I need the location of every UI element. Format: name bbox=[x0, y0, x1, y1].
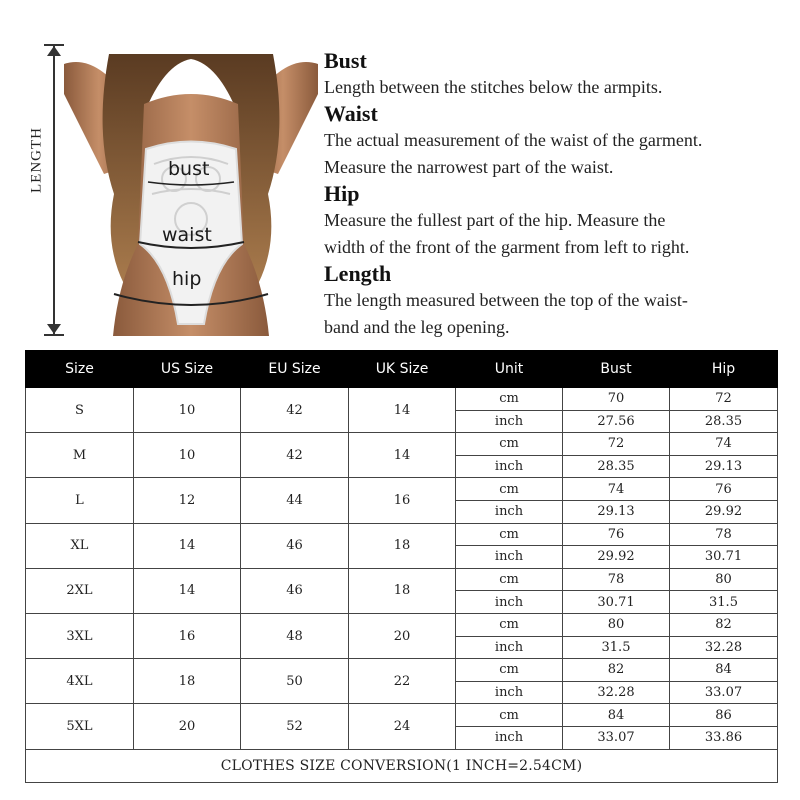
table-footer-row bbox=[26, 749, 778, 782]
unit-cell: cm bbox=[456, 433, 563, 456]
bust-cm-cell: 76 bbox=[563, 523, 670, 546]
unit-cell: inch bbox=[456, 681, 563, 704]
bust-cm-cell: 84 bbox=[563, 704, 670, 727]
bust-inch-cell: 31.5 bbox=[563, 636, 670, 659]
table-row bbox=[26, 388, 778, 411]
size-cell: S bbox=[26, 388, 134, 433]
us-size-cell: 10 bbox=[134, 433, 241, 478]
ruler-bottom-cap bbox=[44, 334, 64, 336]
hip-cm-cell: 82 bbox=[670, 613, 778, 636]
us-size-cell: 14 bbox=[134, 523, 241, 568]
bodysuit-illustration bbox=[64, 54, 318, 336]
hip-cm-cell: 76 bbox=[670, 478, 778, 501]
table-row bbox=[26, 523, 778, 546]
header-hip: Hip bbox=[670, 351, 778, 388]
table-row bbox=[26, 613, 778, 636]
hip-heading: Hip bbox=[324, 181, 360, 206]
us-size-cell: 14 bbox=[134, 568, 241, 613]
unit-cell: cm bbox=[456, 478, 563, 501]
uk-size-cell: 18 bbox=[349, 523, 456, 568]
bust-cm-cell: 82 bbox=[563, 659, 670, 682]
uk-size-cell: 24 bbox=[349, 704, 456, 749]
bust-description-line-1: Length between the stitches below the armpits. bbox=[324, 77, 663, 97]
bust-inch-cell: 28.35 bbox=[563, 455, 670, 478]
unit-cell: inch bbox=[456, 591, 563, 614]
unit-cell: inch bbox=[456, 636, 563, 659]
table-row bbox=[26, 659, 778, 682]
unit-cell: cm bbox=[456, 613, 563, 636]
table-row bbox=[26, 433, 778, 456]
us-size-cell: 16 bbox=[134, 613, 241, 658]
uk-size-cell: 14 bbox=[349, 433, 456, 478]
eu-size-cell: 46 bbox=[241, 523, 349, 568]
hip-description-line-2: width of the front of the garment from left to right. bbox=[324, 237, 690, 257]
uk-size-cell: 22 bbox=[349, 659, 456, 704]
hip-inch-cell: 29.13 bbox=[670, 455, 778, 478]
unit-cell: cm bbox=[456, 568, 563, 591]
unit-cell: inch bbox=[456, 410, 563, 433]
arrow-down-icon bbox=[47, 324, 61, 334]
hip-cm-cell: 86 bbox=[670, 704, 778, 727]
hip-inch-cell: 31.5 bbox=[670, 591, 778, 614]
hip-cm-cell: 84 bbox=[670, 659, 778, 682]
hip-cm-cell: 72 bbox=[670, 388, 778, 411]
bust-inch-cell: 27.56 bbox=[563, 410, 670, 433]
bust-inch-cell: 29.13 bbox=[563, 500, 670, 523]
header-uk-size: UK Size bbox=[349, 351, 456, 388]
size-cell: 3XL bbox=[26, 613, 134, 658]
unit-cell: inch bbox=[456, 500, 563, 523]
eu-size-cell: 44 bbox=[241, 478, 349, 523]
header-eu-size: EU Size bbox=[241, 351, 349, 388]
uk-size-cell: 14 bbox=[349, 388, 456, 433]
waist-description-line-2: Measure the narrowest part of the waist. bbox=[324, 157, 614, 177]
unit-cell: inch bbox=[456, 726, 563, 749]
eu-size-cell: 48 bbox=[241, 613, 349, 658]
length-label: LENGTH bbox=[28, 127, 45, 193]
hip-cm-cell: 74 bbox=[670, 433, 778, 456]
table-row bbox=[26, 568, 778, 591]
length-description-line-1: The length measured between the top of the waist- bbox=[324, 290, 688, 310]
size-cell: XL bbox=[26, 523, 134, 568]
bust-heading: Bust bbox=[324, 48, 367, 73]
waist-heading: Waist bbox=[324, 101, 378, 126]
hip-inch-cell: 32.28 bbox=[670, 636, 778, 659]
size-cell: 4XL bbox=[26, 659, 134, 704]
length-description-line-2: band and the leg opening. bbox=[324, 317, 510, 337]
header-unit: Unit bbox=[456, 351, 563, 388]
eu-size-cell: 50 bbox=[241, 659, 349, 704]
table-row bbox=[26, 704, 778, 727]
hip-description-line-1: Measure the fullest part of the hip. Measure the bbox=[324, 210, 666, 230]
unit-cell: inch bbox=[456, 455, 563, 478]
bust-inch-cell: 30.71 bbox=[563, 591, 670, 614]
waist-label: waist bbox=[162, 224, 212, 246]
hip-label: hip bbox=[172, 268, 202, 290]
eu-size-cell: 42 bbox=[241, 388, 349, 433]
hip-inch-cell: 33.86 bbox=[670, 726, 778, 749]
us-size-cell: 18 bbox=[134, 659, 241, 704]
unit-cell: cm bbox=[456, 704, 563, 727]
bust-cm-cell: 72 bbox=[563, 433, 670, 456]
hip-inch-cell: 33.07 bbox=[670, 681, 778, 704]
uk-size-cell: 20 bbox=[349, 613, 456, 658]
product-photo bbox=[64, 54, 318, 336]
bust-cm-cell: 80 bbox=[563, 613, 670, 636]
unit-cell: inch bbox=[456, 546, 563, 569]
bust-cm-cell: 70 bbox=[563, 388, 670, 411]
hip-cm-cell: 80 bbox=[670, 568, 778, 591]
uk-size-cell: 16 bbox=[349, 478, 456, 523]
header-bust: Bust bbox=[563, 351, 670, 388]
header-us-size: US Size bbox=[134, 351, 241, 388]
size-cell: L bbox=[26, 478, 134, 523]
us-size-cell: 20 bbox=[134, 704, 241, 749]
us-size-cell: 10 bbox=[134, 388, 241, 433]
bust-inch-cell: 29.92 bbox=[563, 546, 670, 569]
arrow-up-icon bbox=[47, 46, 61, 56]
eu-size-cell: 52 bbox=[241, 704, 349, 749]
size-chart-table bbox=[25, 350, 778, 783]
size-cell: 2XL bbox=[26, 568, 134, 613]
length-heading: Length bbox=[324, 261, 392, 286]
waist-description-line-1: The actual measurement of the waist of the garment. bbox=[324, 130, 703, 150]
bust-inch-cell: 32.28 bbox=[563, 681, 670, 704]
ruler-line bbox=[53, 44, 55, 336]
bust-label: bust bbox=[168, 158, 210, 180]
eu-size-cell: 46 bbox=[241, 568, 349, 613]
size-cell: M bbox=[26, 433, 134, 478]
table-row bbox=[26, 478, 778, 501]
unit-cell: cm bbox=[456, 388, 563, 411]
hip-inch-cell: 28.35 bbox=[670, 410, 778, 433]
hip-inch-cell: 30.71 bbox=[670, 546, 778, 569]
eu-size-cell: 42 bbox=[241, 433, 349, 478]
bust-cm-cell: 78 bbox=[563, 568, 670, 591]
header-size: Size bbox=[26, 351, 134, 388]
uk-size-cell: 18 bbox=[349, 568, 456, 613]
measurement-descriptions bbox=[324, 48, 794, 341]
hip-cm-cell: 78 bbox=[670, 523, 778, 546]
table-header-row bbox=[26, 351, 778, 388]
us-size-cell: 12 bbox=[134, 478, 241, 523]
bust-inch-cell: 33.07 bbox=[563, 726, 670, 749]
unit-cell: cm bbox=[456, 523, 563, 546]
size-cell: 5XL bbox=[26, 704, 134, 749]
size-conversion-note: CLOTHES SIZE CONVERSION(1 INCH=2.54CM) bbox=[26, 749, 778, 782]
bust-cm-cell: 74 bbox=[563, 478, 670, 501]
unit-cell: cm bbox=[456, 659, 563, 682]
hip-inch-cell: 29.92 bbox=[670, 500, 778, 523]
